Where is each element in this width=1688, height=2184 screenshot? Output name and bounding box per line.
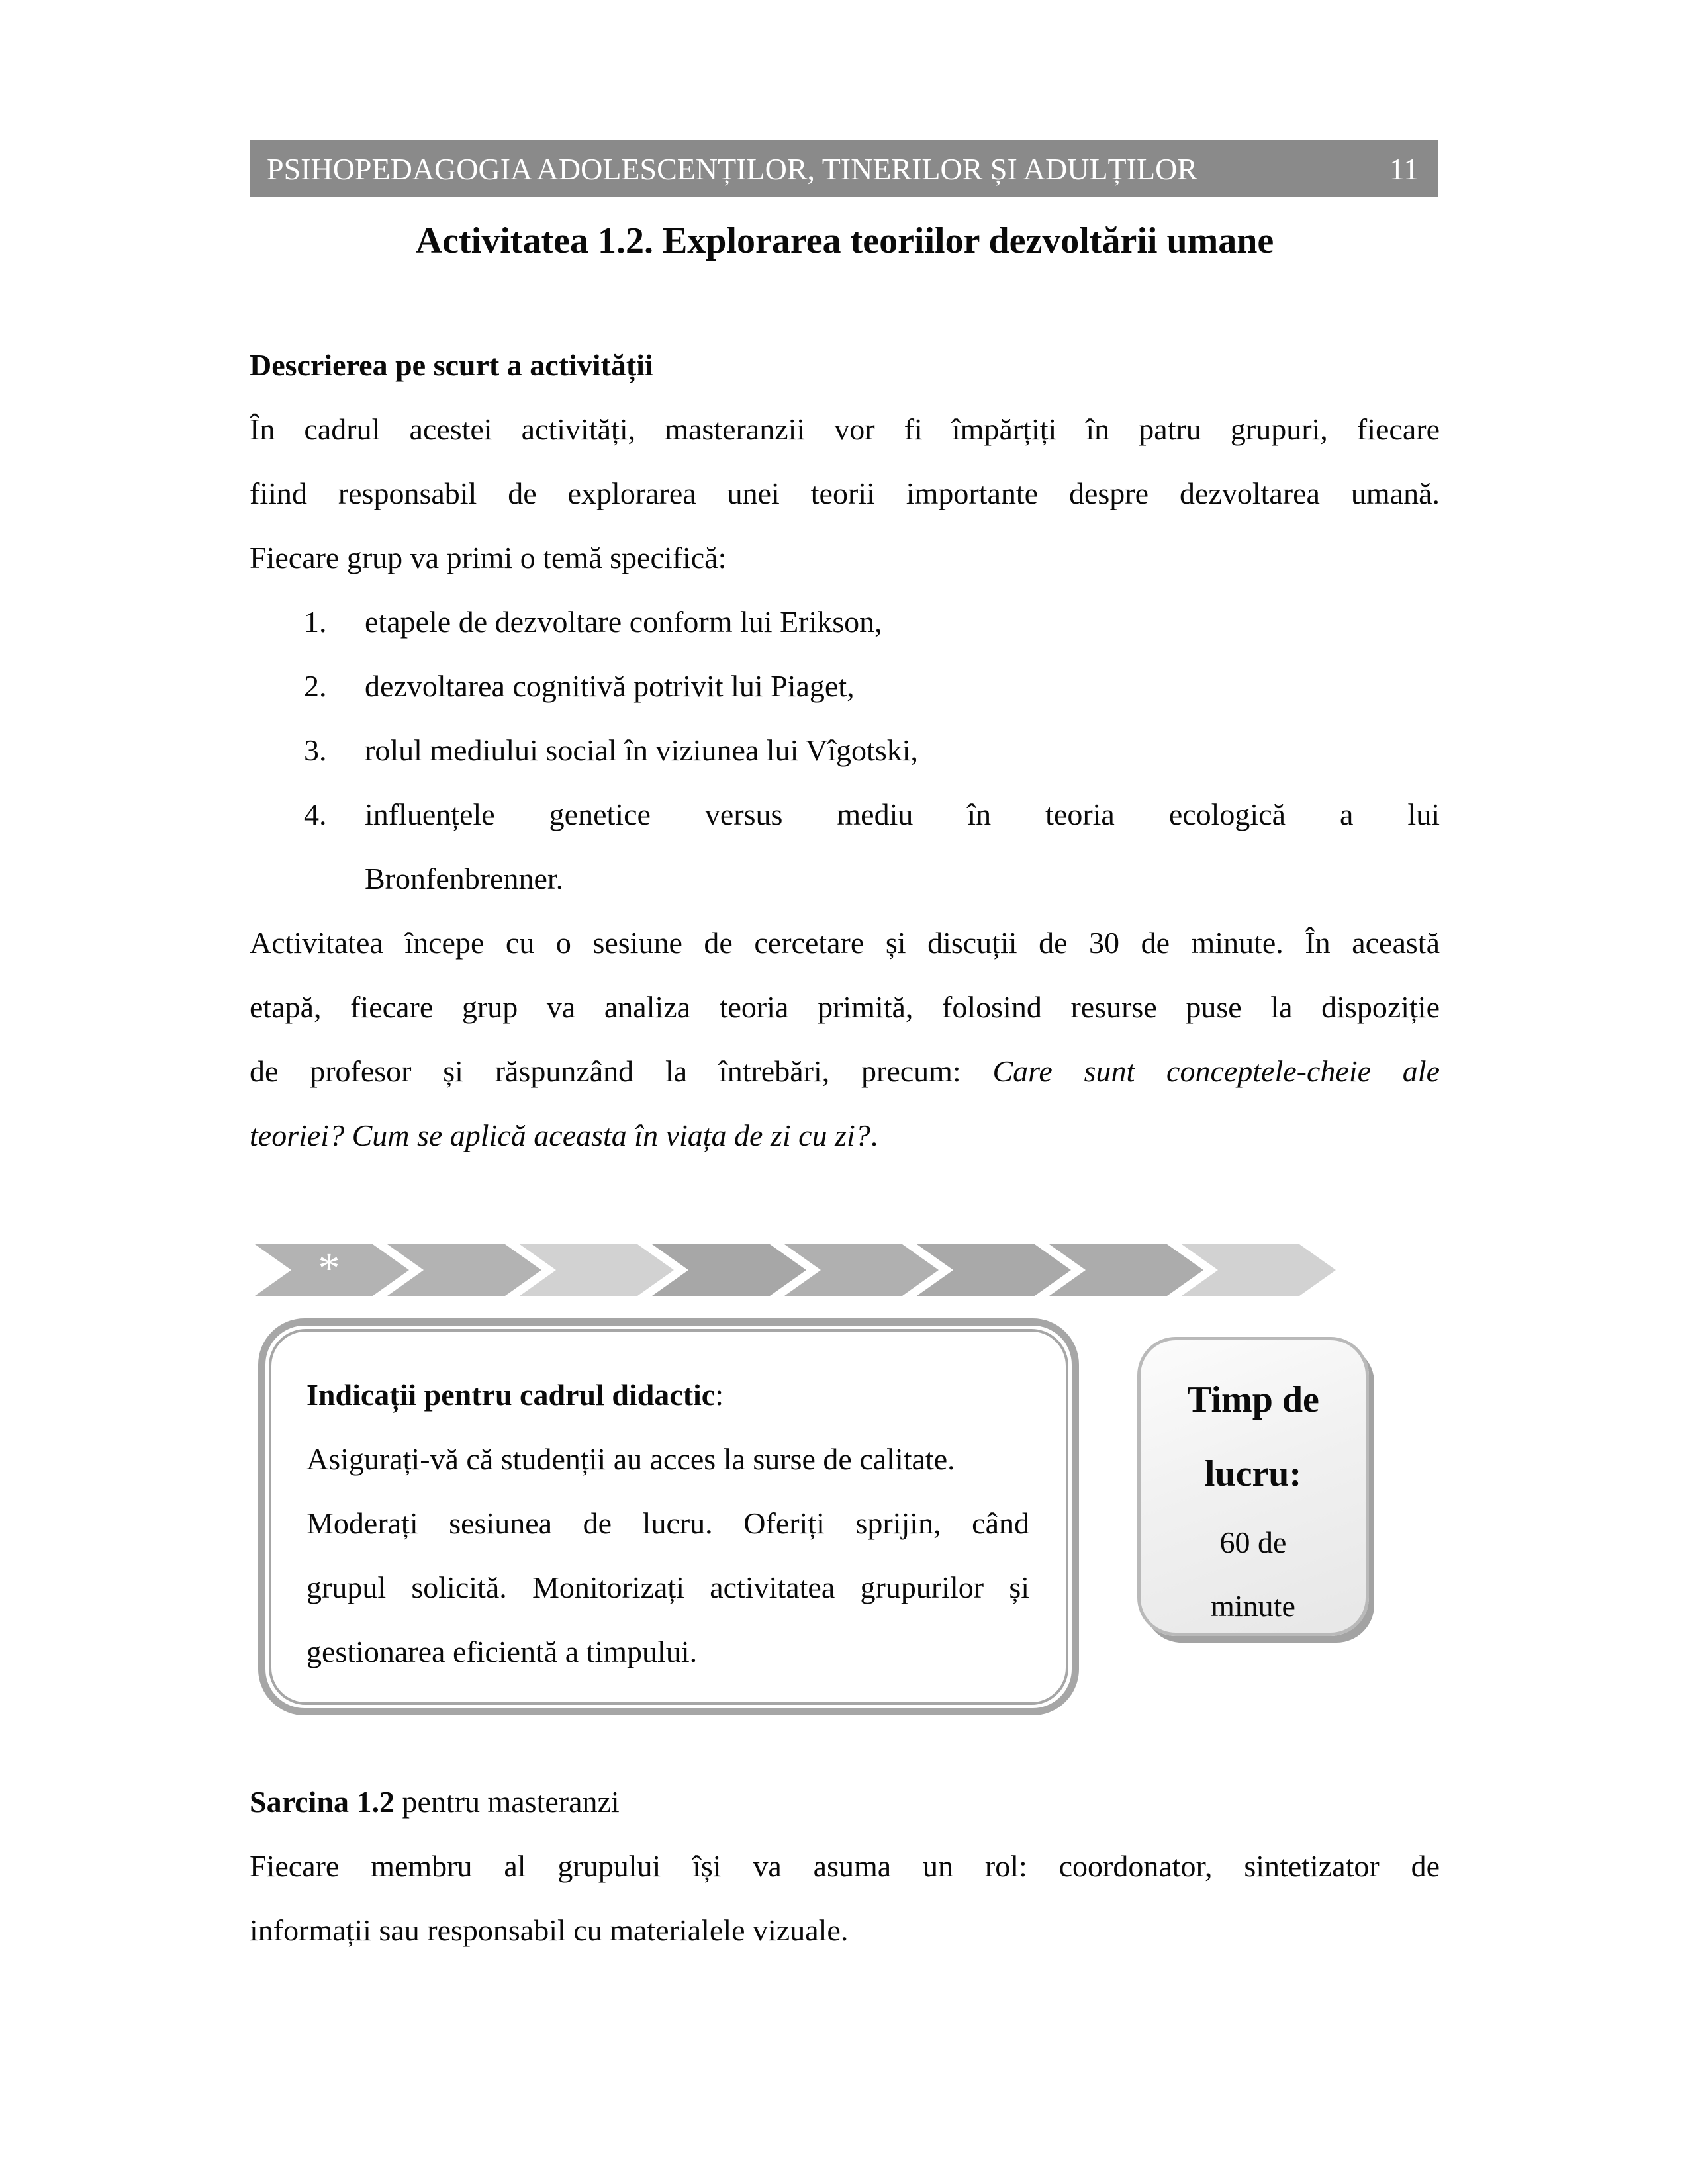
text-segment: teoriei? Cum se aplică aceasta în viața de zi cu zi? — [250, 1118, 870, 1152]
text-segment: Activitatea începe cu o sesiune de cercetare și discuții de 30 de minute. În această — [250, 926, 1440, 960]
chevron-arrow-shape — [652, 1244, 806, 1296]
time-box-value-line: 60 de — [1219, 1525, 1287, 1559]
text-segment: de profesor și răspunzând la întrebări, precum: — [250, 1054, 993, 1088]
text-line — [250, 333, 1440, 397]
header-title: PSIHOPEDAGOGIA ADOLESCENȚILOR, TINERILOR ȘI ADULȚILOR — [267, 152, 1197, 186]
task-section — [250, 1770, 1440, 1962]
text-segment: Care sunt conceptele-cheie ale — [992, 1054, 1440, 1088]
text-line — [306, 1619, 1029, 1684]
text-segment: : — [715, 1378, 724, 1412]
text-segment: Fiecare grup va primi o temă specifică: — [250, 541, 727, 574]
time-box-title-line: lucru: — [1204, 1453, 1302, 1494]
process-chevron-band — [255, 1244, 1354, 1296]
text-line — [306, 1363, 1029, 1427]
chevron-arrow-shape — [520, 1244, 674, 1296]
text-line — [250, 654, 1440, 718]
text-segment: Fiecare membru al grupului își va asuma un rol: coordonator, sintetizator de — [250, 1849, 1440, 1883]
text-line — [250, 975, 1440, 1039]
chevron-arrow-shape — [1049, 1244, 1203, 1296]
text-segment: Indicații pentru cadrul didactic — [306, 1378, 716, 1412]
text-segment: informații sau responsabil cu materialele vizuale. — [250, 1913, 849, 1947]
page-header-bar — [250, 140, 1438, 197]
text-line — [250, 525, 1440, 590]
text-line — [306, 1555, 1029, 1619]
text-line — [250, 590, 1440, 654]
text-segment: Sarcina 1.2 — [250, 1785, 395, 1819]
text-line — [250, 911, 1440, 975]
list-number: 2. — [304, 669, 327, 703]
chevron-arrow-shape — [1182, 1244, 1336, 1296]
text-segment: dezvoltarea cognitivă potrivit lui Piaget, — [365, 669, 855, 703]
chevron-arrow-shape — [784, 1244, 939, 1296]
text-line — [250, 718, 1440, 782]
list-number: 4. — [304, 797, 327, 831]
text-segment: . — [870, 1118, 878, 1152]
text-line — [250, 1039, 1440, 1103]
chevron-arrow-shape — [917, 1244, 1071, 1296]
text-segment: pentru masteranzi — [394, 1785, 620, 1819]
text-segment: gestionarea eficientă a timpului. — [306, 1635, 698, 1668]
text-line — [250, 1834, 1440, 1898]
teacher-guidance-box — [258, 1318, 1079, 1715]
time-box-value-line: minute — [1211, 1589, 1295, 1623]
text-segment: Descrierea pe scurt a activității — [250, 348, 653, 382]
text-segment: rolul mediului social în viziunea lui Vîgotski, — [365, 733, 918, 767]
text-segment: În cadrul acestei activități, masteranzii vor fi împărțiți în patru grupuri, fiecare — [250, 412, 1440, 446]
time-box-title-line: Timp de — [1187, 1379, 1319, 1420]
text-segment: grupul solicită. Monitorizați activitatea grupurilor și — [306, 1570, 1029, 1604]
chevron-arrow-shape — [387, 1244, 541, 1296]
list-number: 3. — [304, 733, 327, 767]
text-line — [250, 782, 1440, 846]
text-line — [250, 397, 1440, 461]
teacher-guidance-text — [306, 1363, 1029, 1684]
text-segment: Asigurați-vă că studenții au acces la surse de calitate. — [306, 1442, 955, 1476]
text-line — [250, 846, 1440, 911]
work-time-box — [1137, 1337, 1369, 1636]
page-number: 11 — [1389, 152, 1419, 186]
activity-description-section — [250, 333, 1440, 1167]
text-line — [306, 1427, 1029, 1491]
text-segment: fiind responsabil de explorarea unei teorii importante despre dezvoltarea umană. — [250, 477, 1440, 510]
text-line — [250, 1770, 1440, 1834]
text-segment: etapă, fiecare grup va analiza teoria primită, folosind resurse puse la dispoziție — [250, 990, 1440, 1024]
asterisk-marker: * — [318, 1244, 340, 1293]
text-line — [306, 1491, 1029, 1555]
text-segment: Moderați sesiunea de lucru. Oferiți sprijin, când — [306, 1506, 1029, 1540]
text-segment: Bronfenbrenner. — [365, 862, 564, 895]
text-segment: etapele de dezvoltare conform lui Erikson, — [365, 605, 882, 639]
text-line — [250, 1103, 1440, 1167]
document-title: Activitatea 1.2. Explorarea teoriilor dezvoltării umane — [415, 220, 1274, 261]
text-line — [250, 1898, 1440, 1962]
list-number: 1. — [304, 605, 327, 639]
work-time-content — [1141, 1340, 1366, 1638]
text-line — [250, 461, 1440, 525]
text-segment: influențele genetice versus mediu în teoria ecologică a lui — [365, 797, 1440, 831]
